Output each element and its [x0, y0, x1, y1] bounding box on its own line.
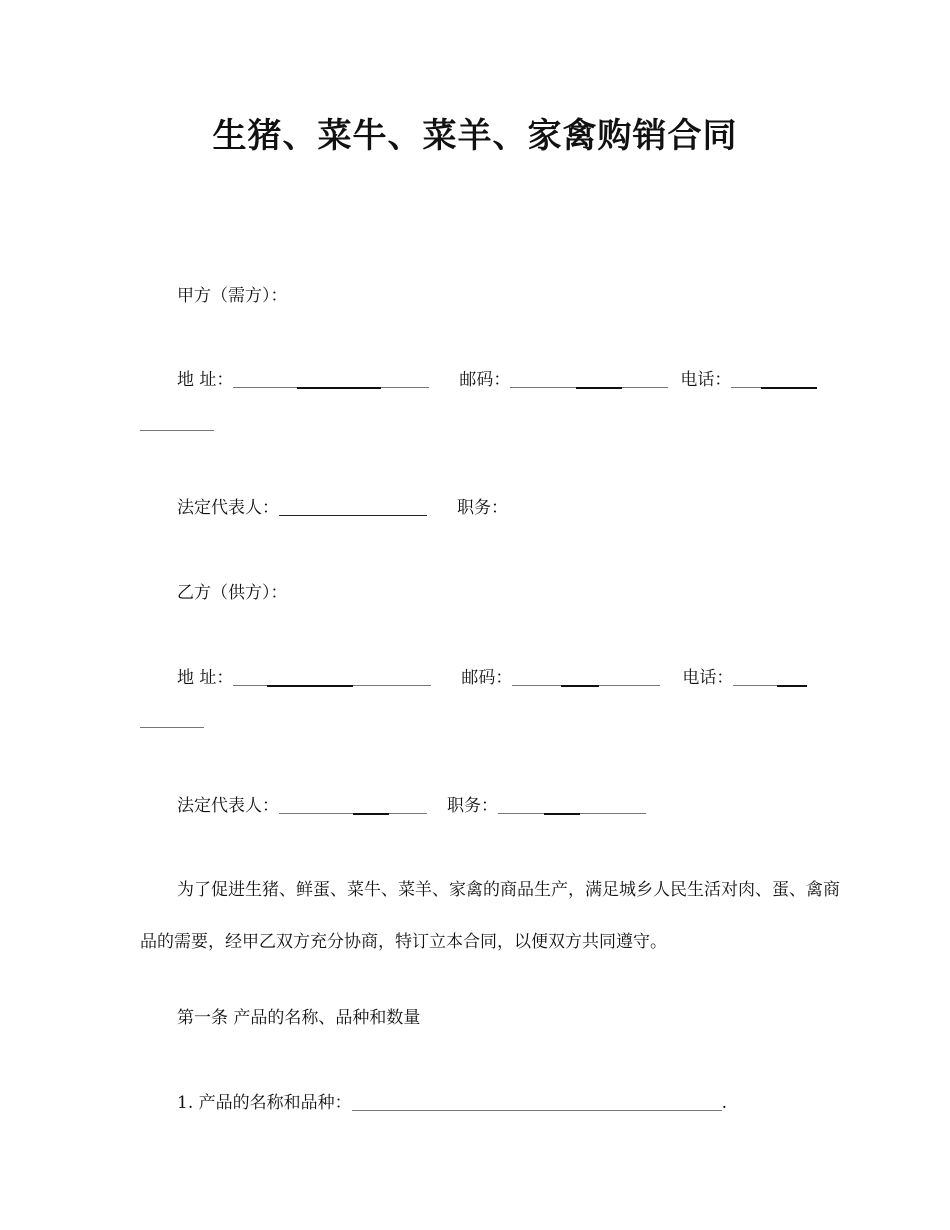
product-name-field[interactable]: [352, 1093, 722, 1111]
party-b-heading: 乙方（供方）：: [177, 583, 288, 603]
party-a-legal-rep-label: 法定代表人：: [177, 498, 279, 518]
party-a-rep-line: [177, 496, 508, 520]
party-a-phone-field[interactable]: [731, 370, 817, 388]
party-a-heading: 甲方（需方）：: [177, 286, 288, 306]
party-a-phone-label: 电话：: [680, 370, 732, 390]
party-b-legal-rep-label: 法定代表人：: [177, 796, 279, 816]
party-b-position-field[interactable]: [498, 796, 646, 814]
party-b-phone-field[interactable]: [733, 668, 807, 686]
party-b-phone-label: 电话：: [682, 668, 734, 688]
party-a-phone-field-continuation[interactable]: [140, 430, 214, 431]
preamble-paragraph: 为了促进生猪、鲜蛋、菜牛、菜羊、家禽的商品生产，满足城乡人民生活对肉、蛋、禽商品的需要，经甲乙双方充分协商，特订立本合同，以便双方共同遵守。: [140, 880, 840, 952]
item-1-label: 1. 产品的名称和品种：: [177, 1093, 352, 1113]
party-b-postcode-label: 邮码：: [461, 668, 513, 688]
item-1-line: [177, 1091, 727, 1115]
party-b-postcode-field[interactable]: [512, 668, 660, 686]
party-a-postcode-field[interactable]: [510, 370, 668, 388]
party-a-contact-line: [177, 368, 817, 392]
party-a-position-label: 职务：: [457, 498, 508, 518]
document-title: 生猪、菜牛、菜羊、家禽购销合同: [212, 116, 738, 156]
party-b-phone-field-continuation[interactable]: [140, 727, 204, 728]
party-b-contact-line: [177, 666, 807, 690]
party-b-address-field[interactable]: [233, 668, 431, 686]
party-a-address-field[interactable]: [233, 370, 429, 388]
party-a-legal-rep-field[interactable]: [279, 497, 427, 516]
party-a-address-label: 地 址：: [177, 370, 234, 390]
party-b-address-label: 地 址：: [177, 668, 234, 688]
party-a-postcode-label: 邮码：: [459, 370, 511, 390]
party-b-legal-rep-field[interactable]: [279, 796, 427, 814]
party-b-position-label: 职务：: [447, 796, 498, 816]
item-1-end: .: [721, 1093, 728, 1113]
article-1-heading: 第一条 产品的名称、品种和数量: [177, 1008, 421, 1028]
party-b-rep-line: [177, 794, 646, 818]
